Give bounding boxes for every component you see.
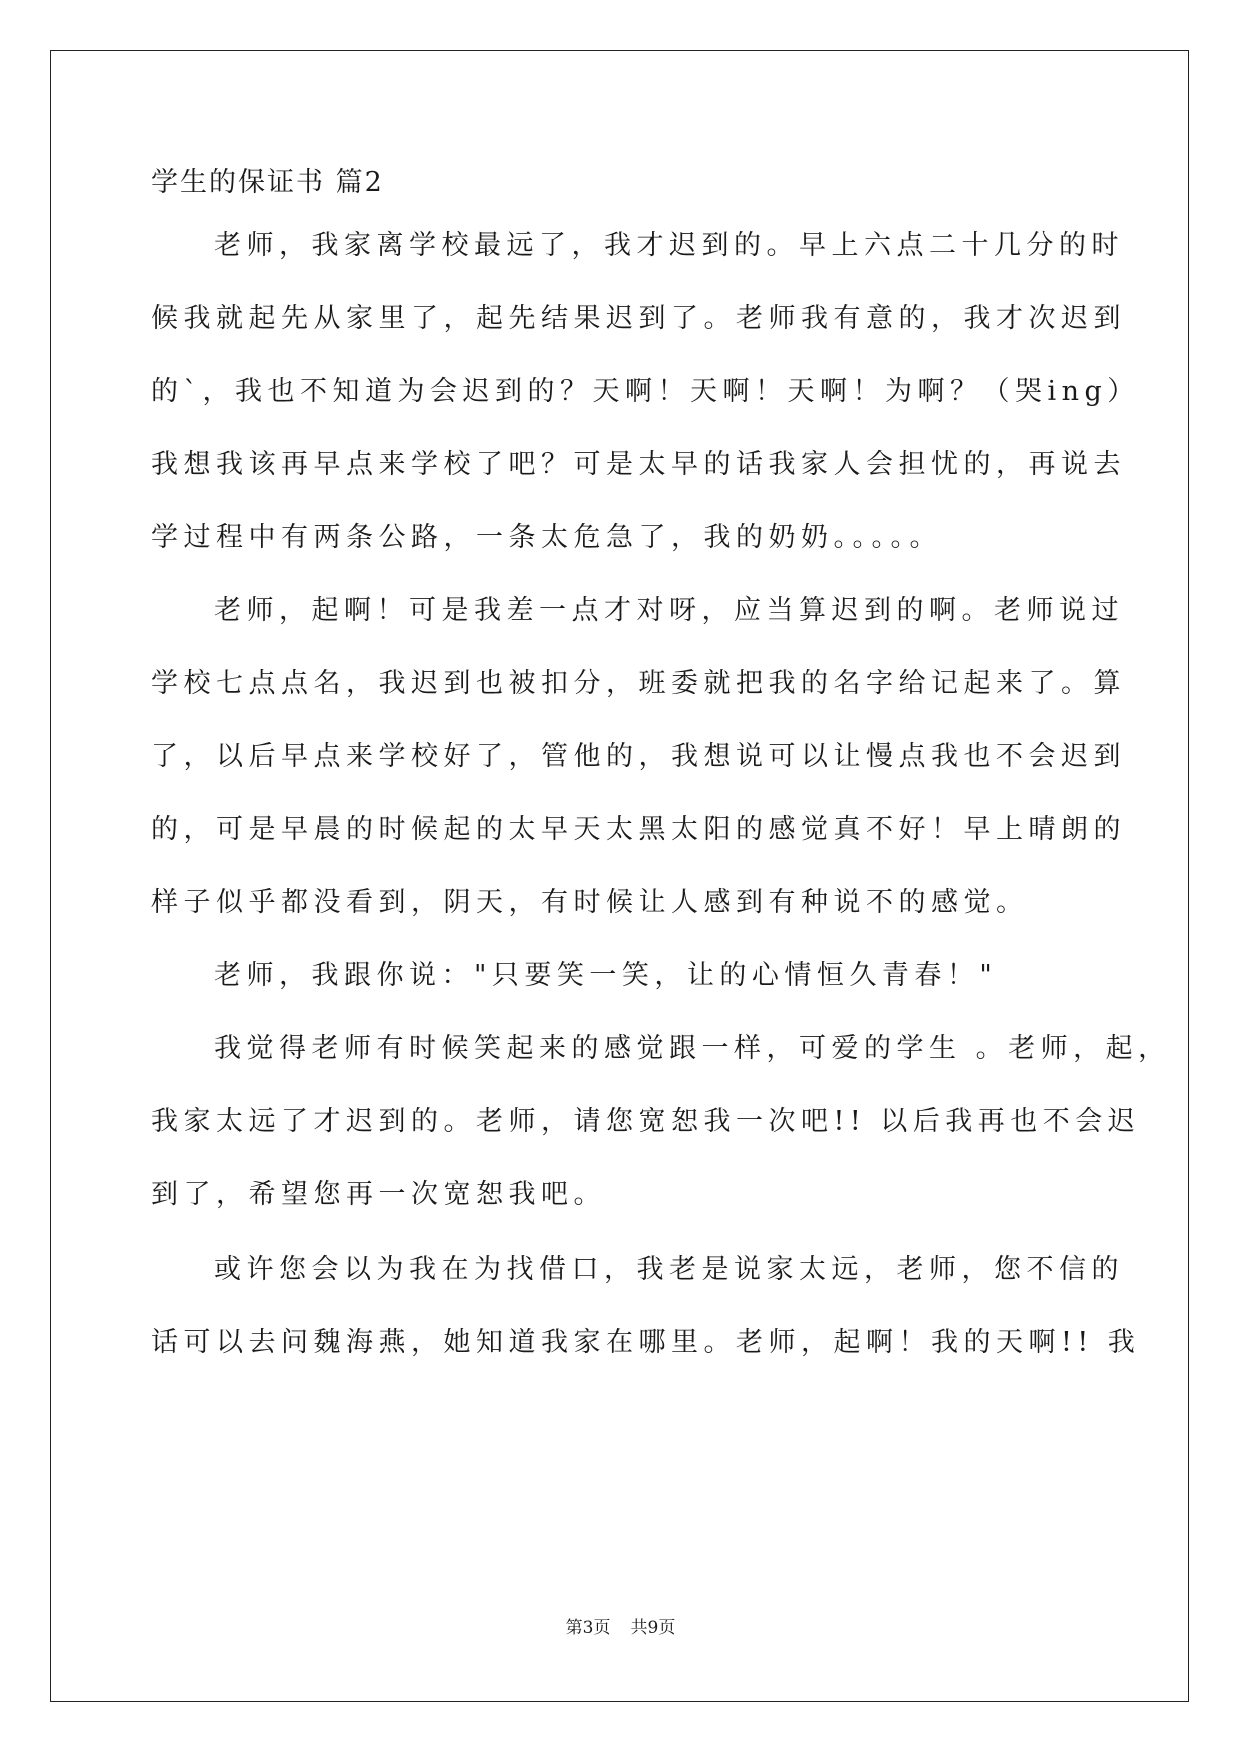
paragraph-1-line-1: 老师，我家离学校最远了，我才迟到的。早上六点二十几分的时 [214, 230, 1124, 261]
paragraph-5-line-2: 话可以去问魏海燕，她知道我家在哪里。老师，起啊！我的天啊!! 我 [151, 1327, 1141, 1358]
paragraph-1-line-3: 的`，我也不知道为会迟到的？天啊！天啊！天啊！为啊？（哭ing） [151, 376, 1140, 407]
paragraph-1-line-2: 候我就起先从家里了，起先结果迟到了。老师我有意的，我才次迟到 [151, 303, 1126, 334]
page-border [50, 50, 1189, 1702]
paragraph-2-line-3: 了，以后早点来学校好了，管他的，我想说可以让慢点我也不会迟到 [151, 741, 1126, 772]
paragraph-2-line-1: 老师，起啊！可是我差一点才对呀，应当算迟到的啊。老师说过 [214, 595, 1124, 626]
paragraph-4-line-3: 到了，希望您再一次宽恕我吧。 [151, 1179, 606, 1210]
paragraph-2-line-4: 的，可是早晨的时候起的太早天太黑太阳的感觉真不好！早上晴朗的 [151, 814, 1126, 845]
paragraph-2-line-2: 学校七点点名，我迟到也被扣分，班委就把我的名字给记起来了。算 [151, 668, 1126, 699]
paragraph-1-line-4: 我想我该再早点来学校了吧？可是太早的话我家人会担忧的，再说去 [151, 449, 1126, 480]
page-total: 共9页 [630, 1618, 676, 1638]
document-heading: 学生的保证书 篇2 [151, 167, 384, 198]
paragraph-5-line-1: 或许您会以为我在为找借口，我老是说家太远，老师，您不信的 [214, 1254, 1124, 1285]
paragraph-4-line-1: 我觉得老师有时候笑起来的感觉跟一样，可爱的学生 。老师，起， [214, 1033, 1171, 1064]
paragraph-2-line-5: 样子似乎都没看到，阴天，有时候让人感到有种说不的感觉。 [151, 887, 1029, 918]
page-footer [0, 1617, 1241, 1639]
paragraph-1-line-5: 学过程中有两条公路，一条太危急了，我的奶奶。。。。。 [151, 522, 942, 553]
paragraph-4-line-2: 我家太远了才迟到的。老师，请您宽恕我一次吧!! 以后我再也不会迟 [151, 1106, 1141, 1137]
page-number: 第3页 [565, 1618, 611, 1638]
paragraph-3-line-1: 老师，我跟你说："只要笑一笑，让的心情恒久青春！" [214, 960, 998, 991]
